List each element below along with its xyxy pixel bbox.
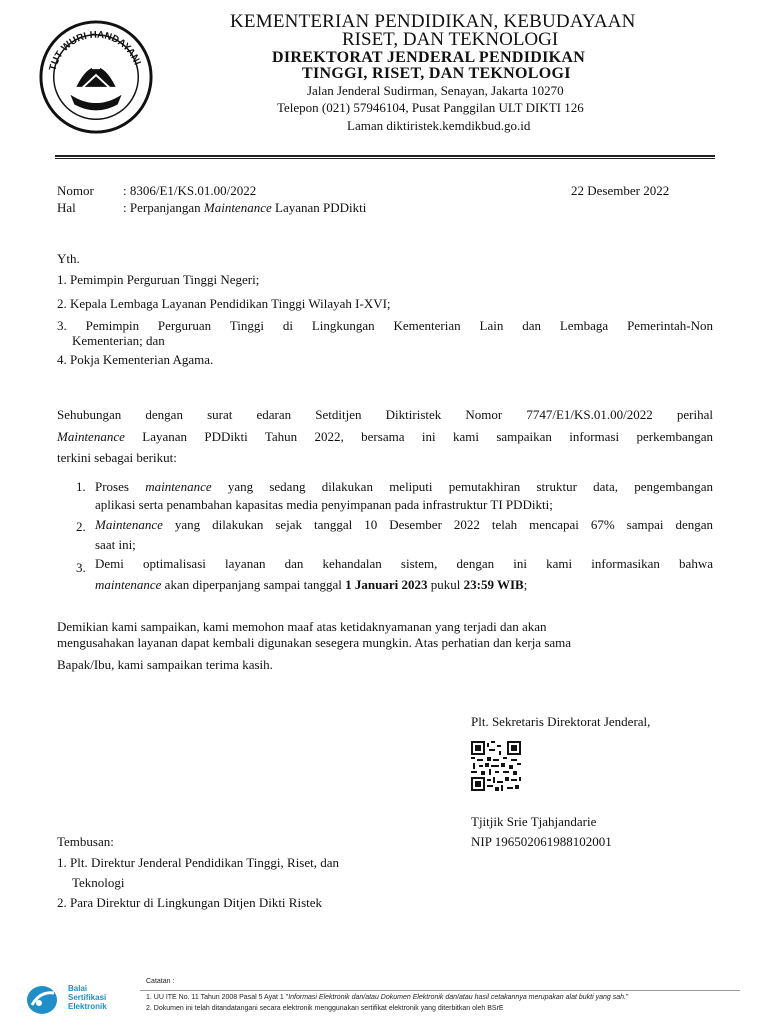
signatory-nip: NIP 196502061988102001 (471, 834, 612, 849)
hal-italic: Maintenance (203, 200, 272, 215)
bse-line1: Balai (68, 984, 88, 993)
p3-mid: akan diperpanjang sampai tanggal (161, 577, 346, 592)
nomor-value: : 8306/E1/KS.01.00/2022 (123, 183, 257, 198)
phone: Telepon (021) 57946104, Pusat Panggilan ULT DIKTI 126 (277, 100, 584, 115)
point1-line2: aplikasi serta penambahan kapasitas media penyimpanan pada infrastruktur TI PDDikti; (95, 497, 553, 512)
closing-line2: mengusahakan layanan dapat kembali digunakan sesegera mungkin. Atas perhatian dan kerja sama (57, 635, 572, 650)
directorate-name-line1: DIREKTORAT JENDERAL PENDIDIKAN (272, 49, 586, 66)
note1-italic: Informasi Elektronik dan/atau Dokumen Elektronik dan/atau hasil cetakannya merupakan alat bukti yang sah. (288, 994, 626, 1001)
recipient-item: 2. Kepala Lembaga Layanan Pendidikan Tinggi Wilayah I-XVI; (57, 296, 391, 311)
bse-line2: Sertifikasi (68, 993, 107, 1002)
point-number: 3. (76, 560, 86, 575)
note1-end: " (625, 994, 629, 1001)
svg-text:TUT WURI HANDAYANI: TUT WURI HANDAYANI (47, 29, 143, 73)
tembusan-item: 1. Plt. Direktur Jenderal Pendidikan Tinggi, Riset, dan (57, 855, 340, 870)
extension-date: 1 Januari 2023 (345, 577, 428, 592)
p1-rest: yang sedang dilakukan meliputi pemutakhiran struktur data, pengembangan (211, 479, 713, 494)
letter-date: 22 Desember 2022 (571, 183, 670, 198)
ministry-name-line1: KEMENTERIAN PENDIDIKAN, KEBUDAYAAN (230, 11, 636, 32)
p2-rest: yang dilakukan sejak tanggal 10 Desember 2022 telah mencapai 67% sampai dengan (162, 517, 713, 532)
p3-end: ; (523, 577, 528, 592)
letterhead-divider (55, 155, 715, 159)
catatan-label: Catatan : (146, 978, 175, 985)
directorate-name-line2: TINGGI, RISET, DAN TEKNOLOGI (302, 65, 571, 82)
intro-rest: Layanan PDDikti Tahun 2022, bersama ini kami sampaikan informasi perkembangan (124, 429, 713, 444)
recipient-item: 1. Pemimpin Perguruan Tinggi Negeri; (57, 272, 260, 287)
recipient-item: 3. Pemimpin Perguruan Tinggi di Lingkungan Kementerian Lain dan Lembaga Pemerintah-Non (57, 318, 713, 333)
hal-value (123, 200, 366, 216)
p1-italic: maintenance (145, 479, 212, 494)
point-number: 1. (76, 479, 86, 494)
p3-mid2: pukul (427, 577, 464, 592)
signatory-name: Tjitjik Srie Tjahjandarie (471, 814, 597, 829)
footer-note-1 (146, 993, 628, 1003)
intro-line3: terkini sebagai berikut: (57, 450, 177, 465)
point-number: 2. (76, 519, 86, 534)
tembusan-item-cont: Teknologi (72, 875, 125, 890)
bse-wordmark (68, 984, 107, 1011)
p3-italic: maintenance (95, 577, 162, 592)
recipient-item: 4. Pokja Kementerian Agama. (57, 352, 214, 367)
bse-line3: Elektronik (68, 1002, 107, 1011)
note1-pre: 1. UU ITE No. 11 Tahun 2008 Pasal 5 Ayat 1 " (146, 994, 289, 1001)
extension-time: 23:59 WIB (463, 577, 524, 592)
website: Laman diktiristek.kemdikbud.go.id (347, 118, 531, 133)
recipient-item-cont: Kementerian; dan (72, 333, 165, 348)
tembusan-label: Tembusan: (57, 834, 114, 849)
point3-line2 (95, 574, 527, 595)
footer-note-2: 2. Dokumen ini telah ditandatangani secara elektronik menggunakan sertifikat elektronik yang diterbitkan oleh BSrE (146, 1005, 504, 1012)
closing-line1: Demikian kami sampaikan, kami memohon maaf atas ketidaknyamanan yang terjadi dan akan (57, 619, 547, 634)
intro-italic: Maintenance (57, 429, 125, 444)
point2-line2: saat ini; (95, 537, 136, 552)
qr-code (471, 741, 521, 791)
yth: Yth. (57, 251, 80, 266)
hal-suffix: Layanan PDDikti (271, 200, 367, 215)
intro-line2 (57, 426, 713, 447)
ministry-name-line2: RISET, DAN TEKNOLOGI (342, 29, 559, 50)
closing-line3: Bapak/Ibu, kami sampaikan terima kasih. (57, 657, 273, 672)
intro-line1: Sehubungan dengan surat edaran Setditjen Diktiristek Nomor 7747/E1/KS.01.00/2022 perihal (57, 407, 713, 422)
footer-divider (140, 990, 740, 991)
tut-wuri-handayani-logo (37, 18, 155, 136)
tembusan-item: 2. Para Direktur di Lingkungan Ditjen Dikti Ristek (57, 895, 323, 910)
p1-pre: Proses (95, 479, 146, 494)
bse-logo-icon (24, 985, 64, 1015)
address: Jalan Jenderal Sudirman, Senayan, Jakarta 10270 (307, 83, 564, 98)
p2-italic: Maintenance (95, 517, 163, 532)
hal-prefix: : Perpanjangan (123, 200, 204, 215)
point3-line1: Demi optimalisasi layanan dan kehandalan sistem, dengan ini kami informasikan bahwa (95, 556, 713, 571)
point2-line1 (95, 514, 713, 535)
signatory-title: Plt. Sekretaris Direktorat Jenderal, (471, 714, 651, 729)
nomor-label: Nomor (57, 183, 94, 198)
hal-label: Hal (57, 200, 76, 215)
